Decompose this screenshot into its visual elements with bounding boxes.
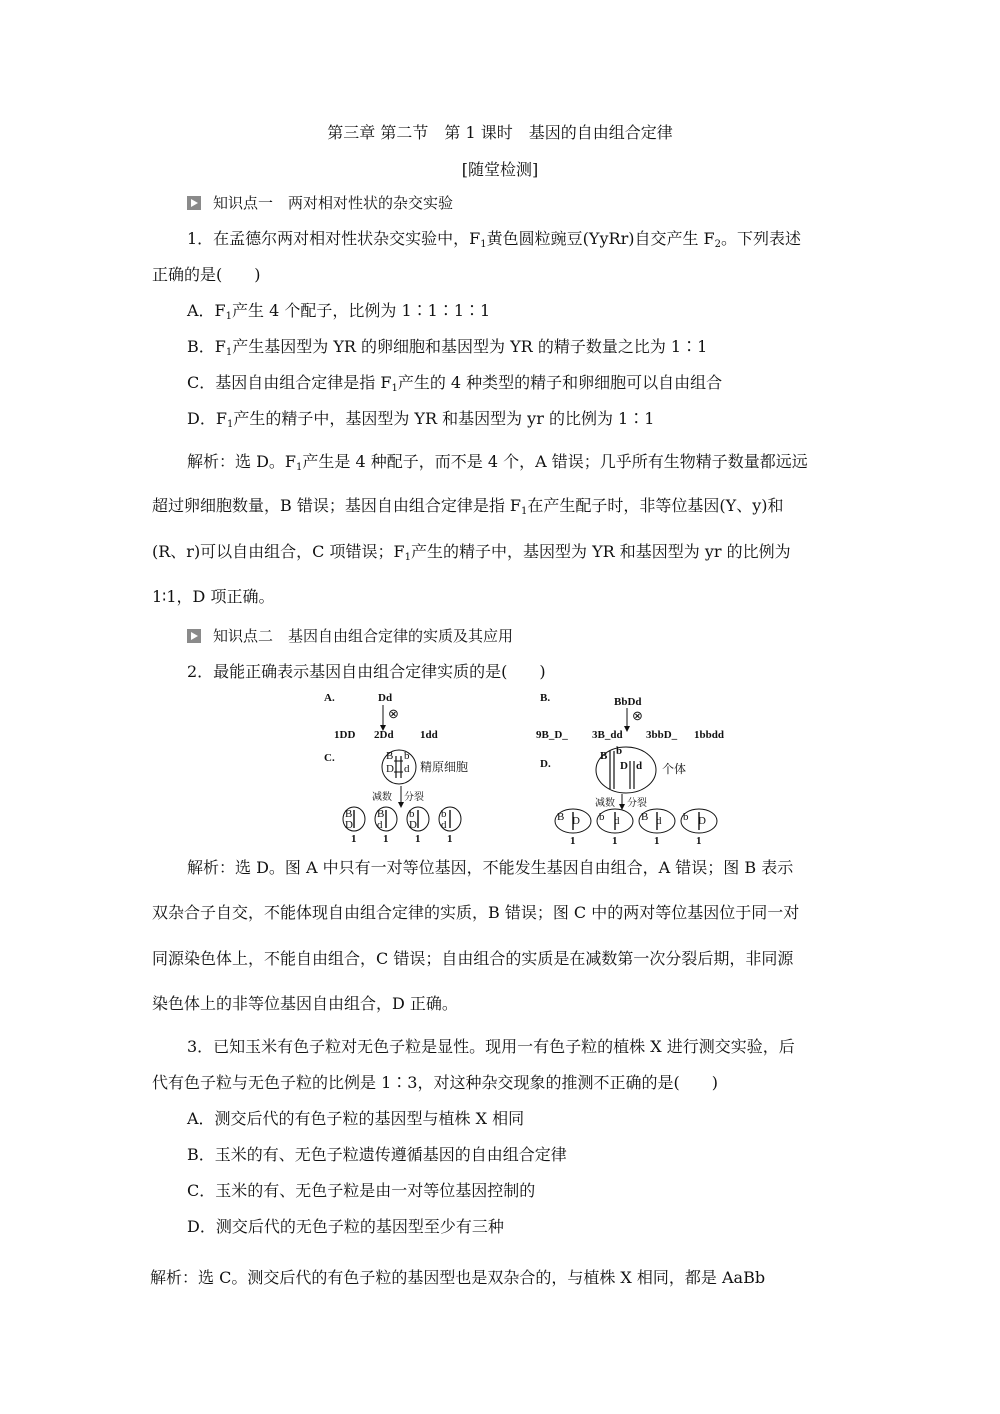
allele-label: B xyxy=(600,750,608,762)
allele-label: d xyxy=(656,815,662,827)
analysis-sub: 1 xyxy=(404,552,411,563)
allele-label: b xyxy=(599,811,605,823)
process-label: 减数 xyxy=(372,792,392,803)
figure-a-offspring-1: 1DD xyxy=(334,729,356,741)
option-text: C．基因自由组合定律是指 F xyxy=(187,373,392,392)
analysis-text: 产生的精子中，基因型为 YR 和基因型为 yr 的比例为 xyxy=(411,542,791,561)
analysis-text: (R、r)可以自由组合，C 项错误；F xyxy=(152,542,405,561)
q1-analysis-line-3 xyxy=(152,542,791,568)
q1-text-c: 。下列表述 xyxy=(721,229,802,248)
page-title: 第三章 第二节 第 1 课时 基因的自由组合定律 xyxy=(327,123,673,142)
allele-label: B xyxy=(386,750,394,762)
analysis-text: 产生是 4 种配子，而不是 4 个，A 错误；几乎所有生物精子数量都远远 xyxy=(302,452,808,471)
option-text: B．F xyxy=(187,337,226,356)
play-triangle-icon xyxy=(187,629,201,643)
ratio-label: 1 xyxy=(612,835,618,847)
analysis-text: 在产生配子时，非等位基因(Y、y)和 xyxy=(527,496,784,515)
allele-label: B xyxy=(557,811,565,823)
figure-b-offspring-1: 9B_D_ xyxy=(536,729,568,741)
figure-c-label: C. xyxy=(324,752,335,764)
q1-analysis-line-1 xyxy=(187,452,808,478)
analysis-sub: 1 xyxy=(296,462,303,473)
process-label: 分裂 xyxy=(627,798,647,809)
question-3-stem: 3．已知玉米有色子粒对无色子粒是显性。现用一有色子粒的植株 X 进行测交实验，后 xyxy=(187,1037,795,1056)
figure-b-offspring-4: 1bbdd xyxy=(694,729,724,741)
q2-analysis-line-3: 同源染色体上，不能自由组合，C 错误；自由组合的实质是在减数第一次分裂后期，非同源 xyxy=(152,949,794,968)
section-label: 知识点二 基因自由组合定律的实质及其应用 xyxy=(213,627,514,645)
self-cross-icon: ⊗ xyxy=(632,708,643,723)
q3-analysis: 解析：选 C。测交后代的有色子粒的基因型也是双杂合的，与植株 X 相同，都是 AaBb xyxy=(150,1268,766,1287)
option-text: D．F xyxy=(187,409,227,428)
allele-label: D xyxy=(572,815,580,827)
option-text: 产生的 4 种类型的精子和卵细胞可以自由组合 xyxy=(397,373,723,392)
analysis-text: 超过卵细胞数量，B 错误；基因自由组合定律是指 F xyxy=(152,496,522,515)
figure-a-offspring-3: 1dd xyxy=(420,729,438,741)
q2-analysis-line-2: 双杂合子自交，不能体现自由组合定律的实质，B 错误；图 C 中的两对等位基因位于同一对 xyxy=(152,903,800,922)
allele-label: d xyxy=(404,763,410,775)
allele-label: b xyxy=(404,750,410,762)
figure-d-label: D. xyxy=(540,758,551,770)
allele-label: b xyxy=(683,811,689,823)
play-triangle-icon xyxy=(187,196,201,210)
q3-option-d: D．测交后代的无色子粒的基因型至少有三种 xyxy=(187,1217,504,1236)
allele-label: B xyxy=(345,808,353,820)
allele-label: d xyxy=(636,760,643,772)
ratio-label: 1 xyxy=(415,833,421,845)
figure-a-offspring-2: 2Dd xyxy=(374,729,394,741)
option-text: A．F xyxy=(187,301,226,320)
allele-label: d xyxy=(614,815,620,827)
q1-option-b xyxy=(187,337,707,363)
figure-b-label: B. xyxy=(540,692,551,704)
question-3-stem-cont: 代有色子粒与无色子粒的比例是 1∶3，对这种杂交现象的推测不正确的是( ) xyxy=(152,1073,718,1092)
option-sub: 1 xyxy=(225,347,233,358)
allele-label: B xyxy=(377,808,385,820)
section-label: 知识点一 两对相对性状的杂交实验 xyxy=(213,194,454,212)
figure-d-cell-label: 个体 xyxy=(662,762,687,776)
ratio-label: 1 xyxy=(696,835,702,847)
ratio-label: 1 xyxy=(654,835,660,847)
section-heading-1 xyxy=(187,193,453,213)
option-sub: 1 xyxy=(225,311,233,322)
q1-option-a xyxy=(187,301,490,327)
analysis-text: 解析：选 D。F xyxy=(187,452,297,471)
question-1-stem xyxy=(187,229,801,255)
analysis-sub: 1 xyxy=(521,506,528,517)
figure-b-parent: BbDd xyxy=(614,696,642,708)
allele-label: D xyxy=(409,819,417,831)
option-text: 产生基因型为 YR 的卵细胞和基因型为 YR 的精子数量之比为 1∶1 xyxy=(232,337,708,356)
allele-label: d xyxy=(377,819,383,831)
q1-analysis-line-2 xyxy=(152,496,784,522)
q1-sub-1: 1 xyxy=(480,239,487,250)
allele-label: b xyxy=(616,745,623,757)
q1-sub-2: 2 xyxy=(714,239,722,250)
ratio-label: 1 xyxy=(447,833,453,845)
process-label: 分裂 xyxy=(404,792,424,803)
figure-a-label: A. xyxy=(324,692,335,704)
ratio-label: 1 xyxy=(570,835,576,847)
allele-label: d xyxy=(441,819,447,831)
allele-label: D xyxy=(698,815,706,827)
figure-b-offspring-3: 3bbD_ xyxy=(646,729,678,741)
allele-label: b xyxy=(409,808,415,820)
figure-a-parent: Dd xyxy=(378,692,393,704)
allele-label: B xyxy=(641,811,649,823)
ratio-label: 1 xyxy=(383,833,389,845)
q3-option-b: B．玉米的有、无色子粒遗传遵循基因的自由组合定律 xyxy=(187,1145,567,1164)
process-label: 减数 xyxy=(595,798,615,809)
allele-label: b xyxy=(441,808,447,820)
ratio-label: 1 xyxy=(351,833,357,845)
page-subtitle: [随堂检测] xyxy=(461,160,539,179)
question-1-stem-cont: 正确的是( ) xyxy=(152,265,261,284)
q2-analysis-line-1: 解析：选 D。图 A 中只有一对等位基因，不能发生基因自由组合，A 错误；图 B 表示 xyxy=(187,858,794,877)
figure-c-cell-label: 精原细胞 xyxy=(420,760,469,774)
q3-option-a: A．测交后代的有色子粒的基因型与植株 X 相同 xyxy=(187,1109,525,1128)
q2-analysis-line-4: 染色体上的非等位基因自由组合，D 正确。 xyxy=(152,994,458,1013)
allele-label: D xyxy=(386,763,394,775)
option-text: 产生 4 个配子，比例为 1∶1∶1∶1 xyxy=(232,301,491,320)
q1-option-c xyxy=(187,373,722,399)
q3-option-c: C．玉米的有、无色子粒是由一对等位基因控制的 xyxy=(187,1181,536,1200)
allele-label: D xyxy=(620,760,628,772)
option-text: 产生的精子中，基因型为 YR 和基因型为 yr 的比例为 1∶1 xyxy=(233,409,655,428)
q1-option-d xyxy=(187,409,654,435)
option-sub: 1 xyxy=(391,383,398,394)
section-heading-2 xyxy=(187,626,513,646)
allele-label: D xyxy=(345,819,353,831)
genetics-figure xyxy=(310,688,730,847)
figure-b-offspring-2: 3B_dd xyxy=(592,729,623,741)
self-cross-icon: ⊗ xyxy=(388,706,399,721)
question-2-stem: 2．最能正确表示基因自由组合定律实质的是( ) xyxy=(187,662,546,681)
q1-text-b: 黄色圆粒豌豆(YyRr)自交产生 F xyxy=(486,229,715,248)
q1-text-a: 1．在孟德尔两对相对性状杂交实验中，F xyxy=(187,229,481,248)
option-sub: 1 xyxy=(226,419,234,430)
q1-analysis-line-4: 1∶1，D 项正确。 xyxy=(152,587,275,606)
